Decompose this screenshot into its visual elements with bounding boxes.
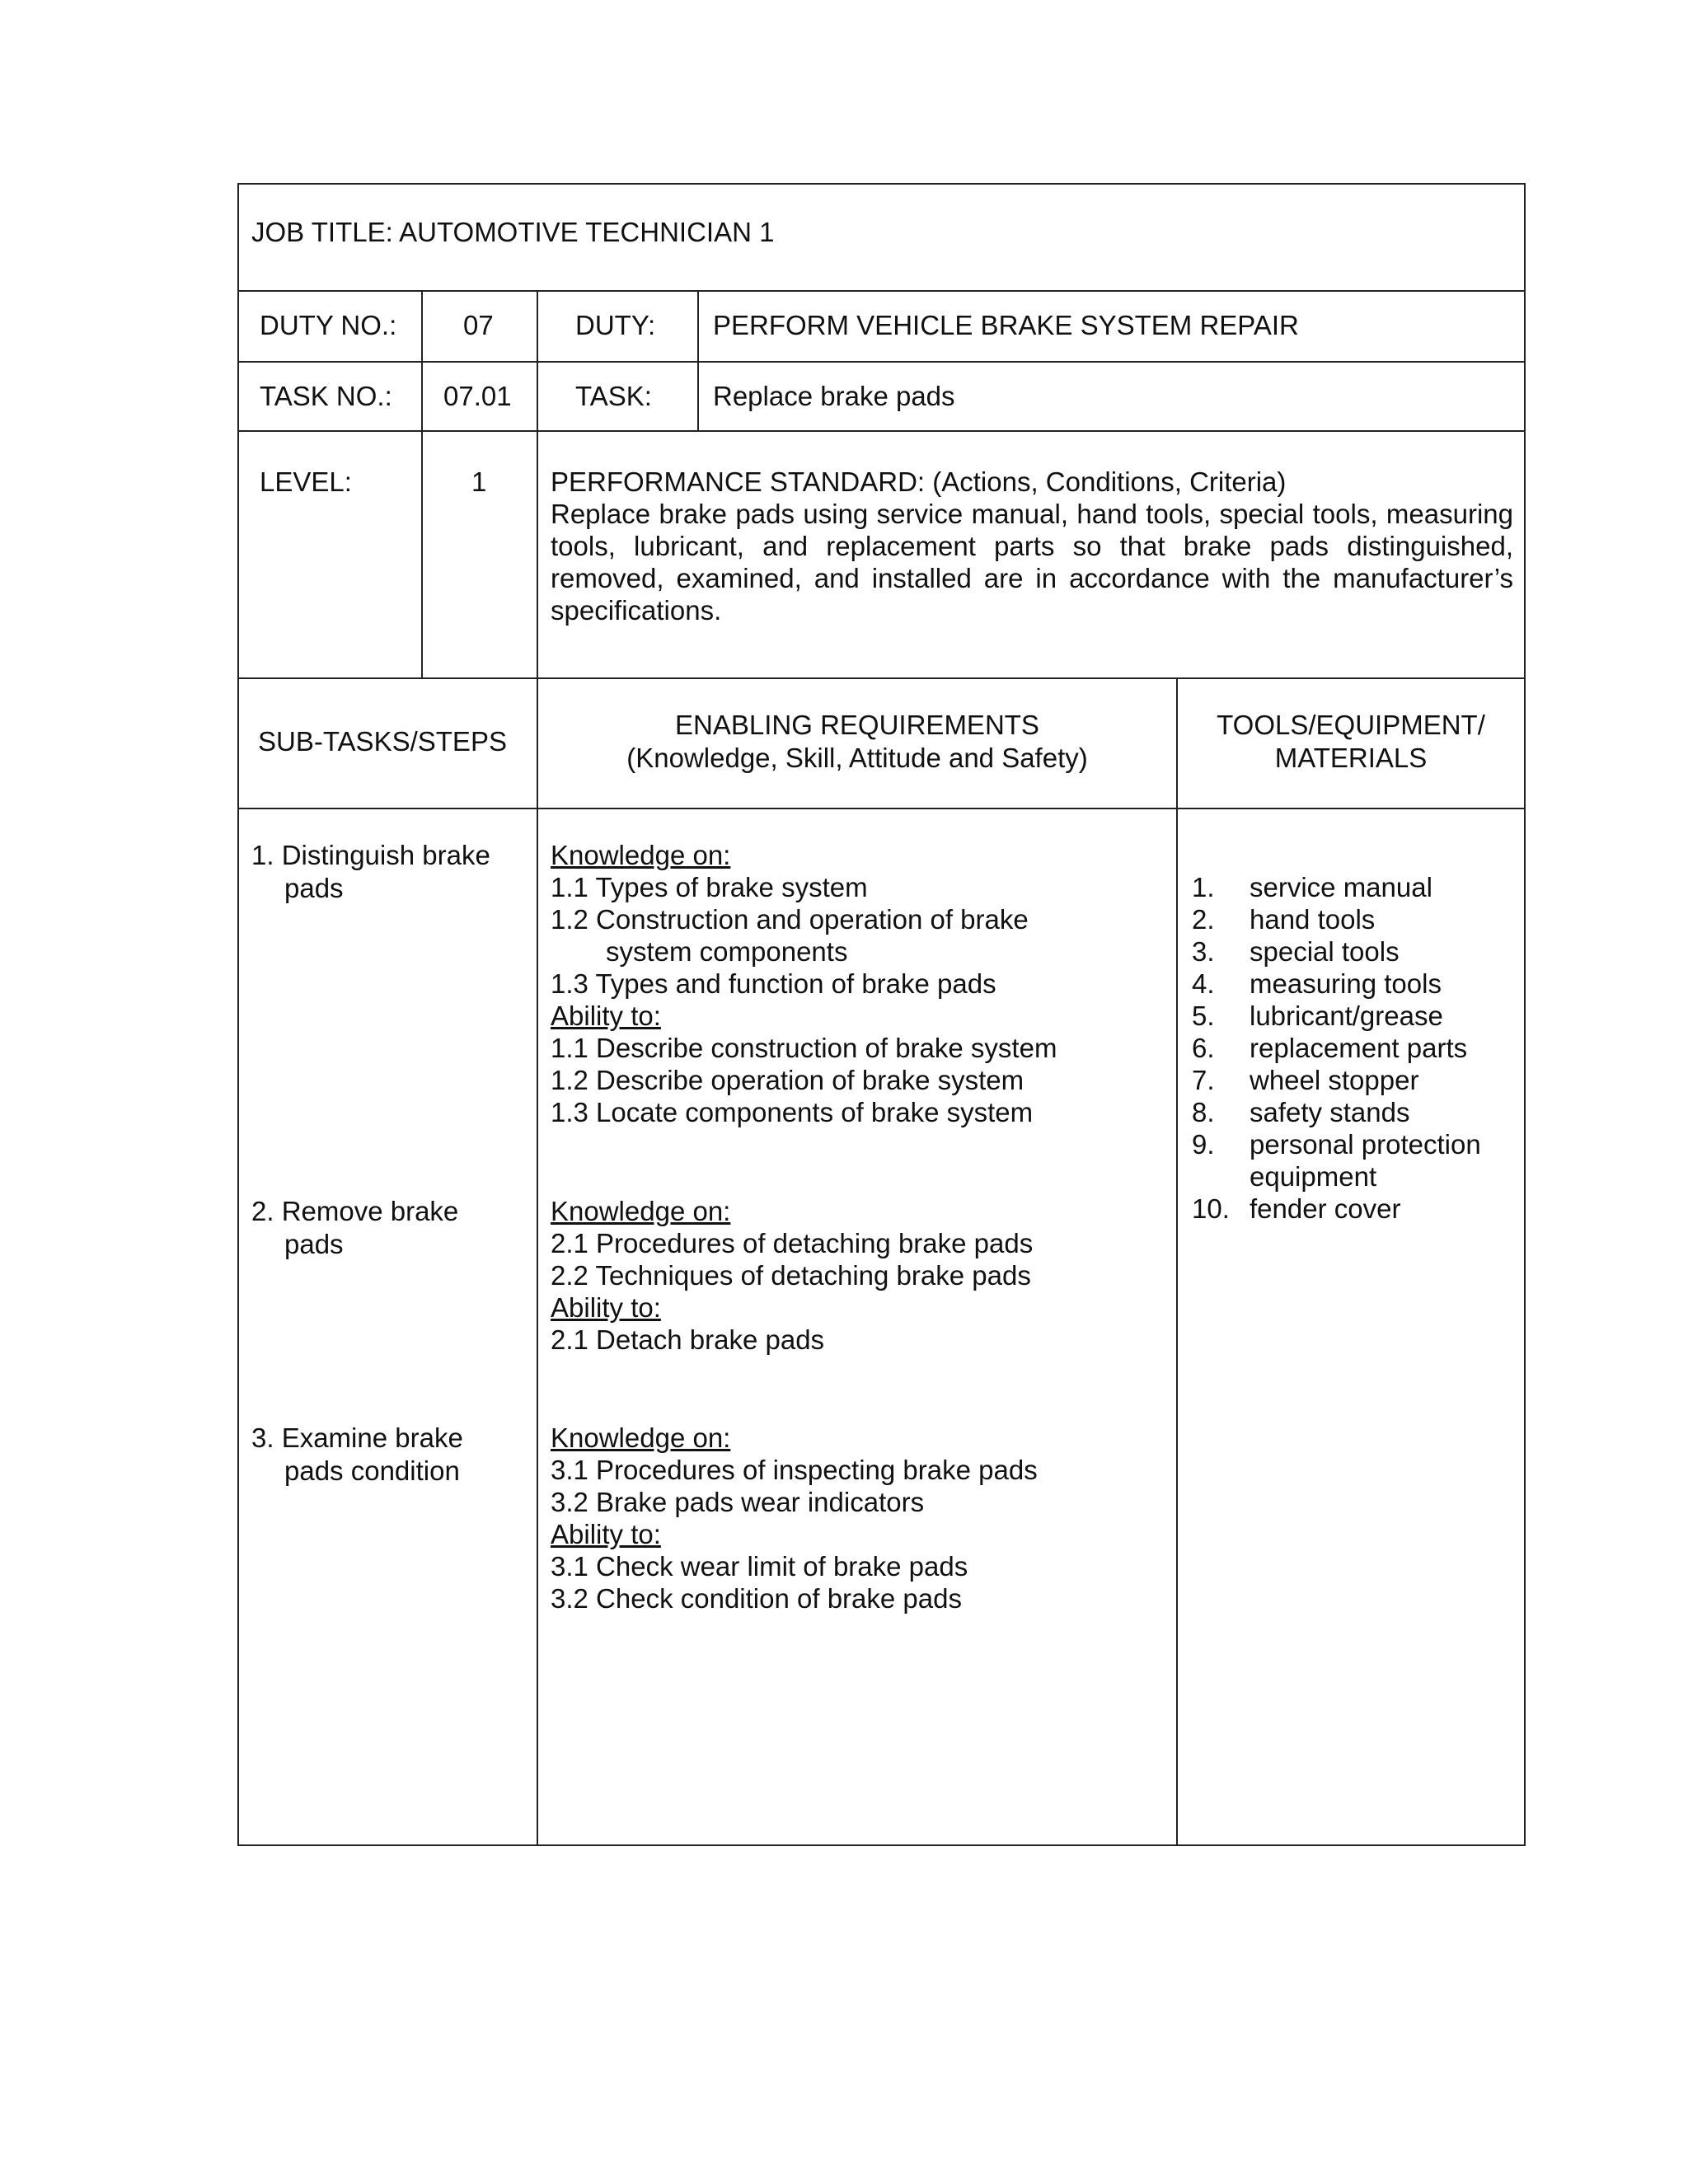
step-2-knowledge-label: Knowledge on: [551, 1196, 731, 1226]
step-3-title-line1: 3. Examine brake [251, 1422, 463, 1453]
tool-item: lubricant/grease [1250, 1001, 1443, 1031]
tool-num: 5. [1192, 1001, 1215, 1031]
border-bottom [237, 1844, 1526, 1846]
step-2-title-line1: 2. Remove brake [251, 1196, 459, 1226]
step-1-ability-1: 1.1 Describe construction of brake system [551, 1033, 1057, 1063]
border-v-steps [537, 290, 538, 1846]
step-1-title-line1: 1. Distinguish brake [251, 840, 490, 870]
tool-item: wheel stopper [1250, 1065, 1419, 1095]
col-header-steps: SUB-TASKS/STEPS [258, 726, 507, 757]
step-1-knowledge-2-cont: system components [606, 936, 848, 967]
step-3-ability-label: Ability to: [551, 1519, 661, 1549]
step-1-knowledge-label: Knowledge on: [551, 840, 731, 870]
performance-standard-title: PERFORMANCE STANDARD: (Actions, Conditions, Criteria) [551, 466, 1287, 497]
col-header-tools-line1: TOOLS/EQUIPMENT/ [1217, 710, 1485, 740]
border-top [237, 183, 1526, 185]
tool-num: 10. [1192, 1193, 1230, 1224]
step-1-ability-3: 1.3 Locate components of brake system [551, 1097, 1034, 1127]
border-right [1524, 183, 1526, 1846]
tool-item: measuring tools [1250, 968, 1442, 999]
level-value: 1 [471, 466, 487, 497]
tool-num: 9. [1192, 1129, 1215, 1160]
step-3-title-line2: pads condition [284, 1455, 460, 1486]
step-2-ability-label: Ability to: [551, 1292, 661, 1323]
tool-item: special tools [1250, 936, 1400, 967]
step-2-title-line2: pads [284, 1229, 344, 1259]
col-header-enabling-line1: ENABLING REQUIREMENTS [675, 710, 1039, 740]
border-h2 [237, 361, 1526, 363]
border-v-duty [697, 290, 699, 432]
step-1-ability-2: 1.2 Describe operation of brake system [551, 1065, 1025, 1095]
job-title: JOB TITLE: AUTOMOTIVE TECHNICIAN 1 [251, 217, 775, 247]
border-h4 [237, 677, 1526, 679]
tool-item: hand tools [1250, 904, 1376, 935]
step-1-ability-label: Ability to: [551, 1001, 661, 1031]
tool-num: 7. [1192, 1065, 1215, 1095]
border-h5 [237, 808, 1526, 809]
border-h1 [237, 290, 1526, 292]
col-header-enabling-line2: (Knowledge, Skill, Attitude and Safety) [626, 743, 1088, 773]
col-header-tools-line2: MATERIALS [1274, 743, 1428, 773]
duty-no-label: DUTY NO.: [260, 310, 397, 340]
tool-item: equipment [1250, 1161, 1377, 1192]
duty-value: PERFORM VEHICLE BRAKE SYSTEM REPAIR [713, 310, 1299, 340]
step-2-knowledge-1: 2.1 Procedures of detaching brake pads [551, 1228, 1034, 1258]
step-3-ability-2: 3.2 Check condition of brake pads [551, 1583, 962, 1614]
border-v-label [421, 290, 423, 679]
tool-item: replacement parts [1250, 1033, 1468, 1063]
level-label: LEVEL: [260, 466, 352, 497]
tool-num: 4. [1192, 968, 1215, 999]
task-no-value: 07.01 [443, 381, 512, 411]
task-no-label: TASK NO.: [260, 381, 392, 411]
performance-standard-body: Replace brake pads using service manual, hand tools, special tools, measuring tools, lubricant, and replacement parts so that brake pads distinguished, removed, examined, and installed are in accordance with the manufacturer’s specifications. [551, 499, 1513, 626]
tool-item: service manual [1250, 872, 1432, 902]
step-1-knowledge-2: 1.2 Construction and operation of brake [551, 904, 1029, 935]
duty-no-value: 07 [463, 310, 494, 340]
tool-num: 6. [1192, 1033, 1215, 1063]
step-3-ability-1: 3.1 Check wear limit of brake pads [551, 1551, 968, 1582]
duty-label: DUTY: [575, 310, 656, 340]
tool-num: 3. [1192, 936, 1215, 967]
task-label: TASK: [575, 381, 652, 411]
task-value: Replace brake pads [713, 381, 955, 411]
tool-item: personal protection [1250, 1129, 1481, 1160]
border-h3 [237, 430, 1526, 432]
step-2-knowledge-2: 2.2 Techniques of detaching brake pads [551, 1260, 1031, 1291]
tool-num: 8. [1192, 1097, 1215, 1127]
step-3-knowledge-1: 3.1 Procedures of inspecting brake pads [551, 1455, 1038, 1485]
tool-item: safety stands [1250, 1097, 1410, 1127]
step-3-knowledge-2: 3.2 Brake pads wear indicators [551, 1487, 925, 1517]
step-2-ability-1: 2.1 Detach brake pads [551, 1324, 825, 1355]
border-left [237, 183, 239, 1846]
step-1-knowledge-3: 1.3 Types and function of brake pads [551, 968, 996, 999]
step-1-knowledge-1: 1.1 Types of brake system [551, 872, 868, 902]
step-1-title-line2: pads [284, 873, 344, 903]
tool-num: 1. [1192, 872, 1215, 902]
border-v-tools [1176, 677, 1178, 1846]
tool-item: fender cover [1250, 1193, 1401, 1224]
tool-num: 2. [1192, 904, 1215, 935]
step-3-knowledge-label: Knowledge on: [551, 1422, 731, 1453]
